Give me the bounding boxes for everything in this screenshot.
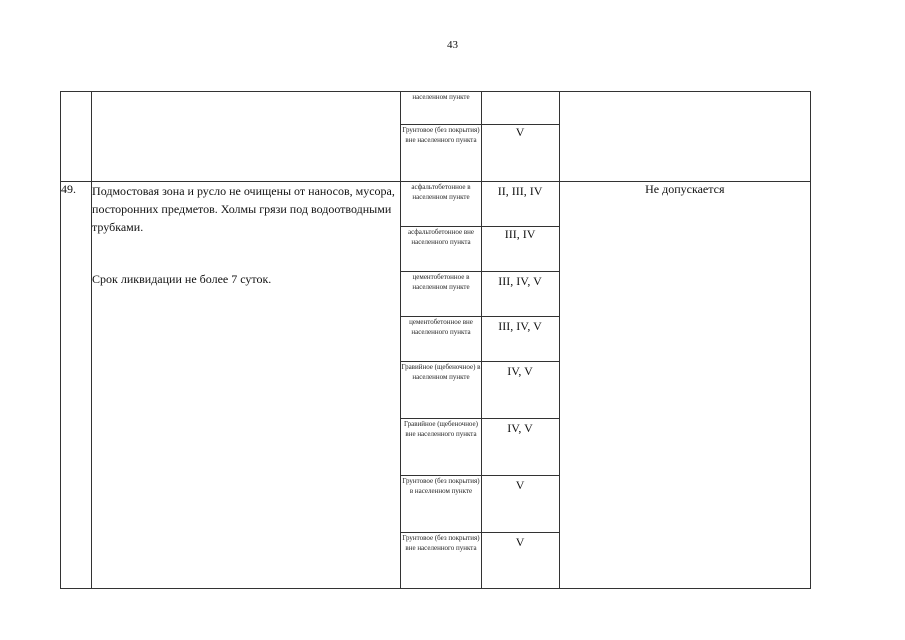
category-cell bbox=[481, 92, 559, 125]
road-type-cell: асфальтобетонное вне населенного пункта bbox=[401, 227, 481, 272]
item-description: Подмостовая зона и русло не очищены от наносов, мусора, посторонних предметов. Холмы грязи под водоотводными трубками. bbox=[92, 184, 395, 234]
road-type-cell: цементобетонное вне населенного пункта bbox=[401, 317, 481, 362]
road-type-cell: Гравийное (щебеночное) вне населенного пункта bbox=[401, 419, 481, 476]
item-number: 49. bbox=[61, 182, 92, 589]
category-cell: V bbox=[481, 476, 559, 533]
item-requirement: Не допускается bbox=[559, 182, 810, 589]
road-type-cell: Грунтовое (без покрытия) вне населенного пункта bbox=[401, 533, 481, 589]
page-number: 43 bbox=[447, 39, 458, 51]
category-cell: V bbox=[481, 125, 559, 182]
requirements-table bbox=[60, 91, 811, 589]
number-cell-empty bbox=[61, 92, 92, 182]
category-cell: V bbox=[481, 533, 559, 589]
category-cell: IV, V bbox=[481, 362, 559, 419]
category-cell: III, IV, V bbox=[481, 317, 559, 362]
road-type-cell: Грунтовое (без покрытия) вне населенного пункта bbox=[401, 125, 481, 182]
road-type-cell: цементобетонное в населенном пункте bbox=[401, 272, 481, 317]
category-cell: IV, V bbox=[481, 419, 559, 476]
category-cell: II, III, IV bbox=[481, 182, 559, 227]
road-type-cell: асфальтобетонное в населенном пункте bbox=[401, 182, 481, 227]
road-type-cell: Грунтовое (без покрытия) в населенном пункте bbox=[401, 476, 481, 533]
requirement-cell-empty bbox=[559, 92, 810, 182]
category-cell: III, IV, V bbox=[481, 272, 559, 317]
description-cell-empty bbox=[92, 92, 401, 182]
road-type-cell: населенном пункте bbox=[401, 92, 481, 125]
table-row bbox=[61, 182, 811, 227]
road-type-cell: Гравийное (щебеночное) в населенном пункте bbox=[401, 362, 481, 419]
item-term: Срок ликвидации не более 7 суток. bbox=[92, 272, 272, 286]
table-row bbox=[61, 92, 811, 125]
category-cell: III, IV bbox=[481, 227, 559, 272]
item-description-cell bbox=[92, 182, 401, 589]
